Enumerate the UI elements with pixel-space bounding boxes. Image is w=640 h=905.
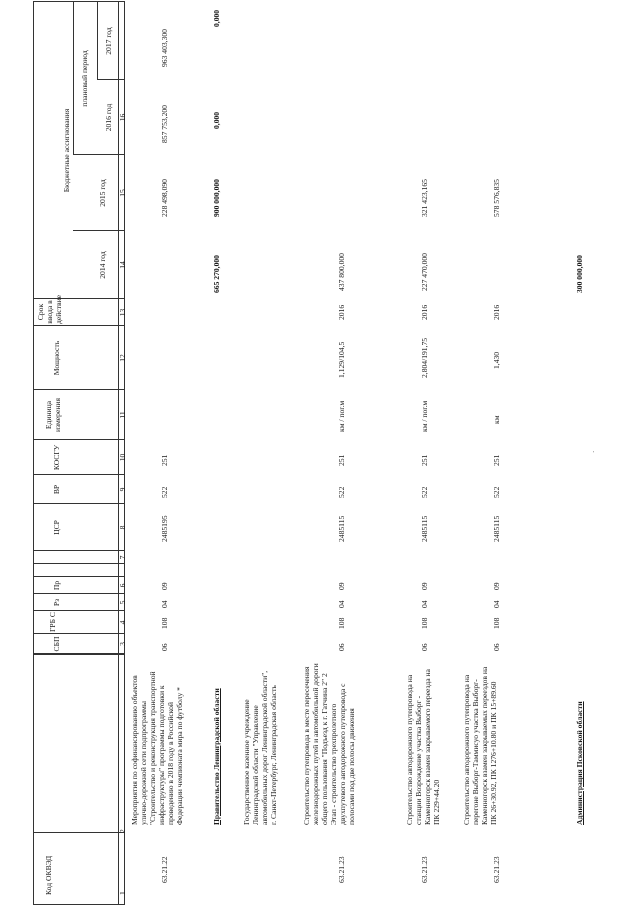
col-number: 11 [118, 411, 127, 419]
cell-rz: 04 [160, 600, 169, 608]
header-kod-okved: Код ОКВЭД [44, 855, 53, 895]
cell-sbp: 06 [492, 643, 501, 651]
header-planned: плановый период [80, 50, 89, 107]
header-sbp: СБП [52, 636, 61, 652]
cell-kosgu: 251 [337, 454, 346, 466]
cell-capacity: 2,804/191,75 [420, 337, 429, 378]
header-vr: ВР [52, 484, 61, 495]
table-line-planned-split [97, 1, 98, 80]
header-csr: ЦСР [52, 520, 61, 535]
cell-vr: 522 [492, 486, 501, 498]
header-2016: 2016 год [104, 103, 113, 132]
cell-name: Строительство автодорожного путепровода на станции Возрождение участка Выборг - Каменногорск взамен закрываемого переезда на ПК 229+44.20 [405, 669, 441, 825]
header-rz: Рз [52, 598, 61, 607]
cell-okved: 63.21.22 [160, 856, 169, 883]
cell-org-title: Правительство Ленинградской области [212, 688, 221, 825]
cell-2016: 0,000 [212, 111, 221, 129]
table-col-sep [33, 633, 124, 634]
table-col-sep [33, 503, 124, 504]
cell-2015: 228 498,090 [160, 179, 169, 217]
cell-commission: 2016 [420, 304, 429, 320]
header-unit: Единица измерения [44, 398, 62, 432]
cell-csr: 2485115 [337, 515, 346, 542]
cell-sbp: 06 [420, 643, 429, 651]
table-col-sep [33, 576, 124, 577]
table-col-sep [33, 474, 124, 475]
cell-pr: 09 [492, 582, 501, 590]
cell-sbp: 06 [337, 643, 346, 651]
cell-2015: 321 423,165 [420, 179, 429, 217]
table-col-sep [33, 439, 124, 440]
cell-capacity: 1,129/104,5 [337, 341, 346, 378]
table-col-sep [33, 593, 124, 594]
cell-vr: 522 [337, 486, 346, 498]
table-border-top [33, 1, 34, 655]
cell-vr: 522 [160, 486, 169, 498]
col-number: 6 [118, 583, 127, 588]
header-capacity: Мощность [52, 340, 61, 376]
cell-unit: км / пог.м [420, 400, 429, 432]
table-line-colnum-bottom-left [124, 655, 125, 905]
col-number: 15 [118, 189, 127, 197]
col-number: 13 [118, 308, 127, 317]
cell-2014: 665 270,000 [212, 255, 221, 293]
table-col-sep [33, 389, 124, 390]
col-number: 8 [118, 525, 127, 530]
cell-csr: 2485115 [420, 515, 429, 542]
cell-kosgu: 251 [420, 454, 429, 466]
table-col-sep [33, 563, 124, 564]
cell-commission: 2016 [492, 304, 501, 320]
cell-pr: 09 [420, 582, 429, 590]
cell-2017: 963 403,300 [160, 29, 169, 67]
header-grbs: ГРБ С [48, 612, 57, 632]
cell-grbs: 108 [420, 617, 429, 629]
cell-grbs: 108 [492, 617, 501, 629]
col-number: 12 [118, 354, 127, 362]
cell-2017: 0,000 [212, 9, 221, 27]
cell-rz: 04 [420, 600, 429, 608]
table-col-sep [33, 610, 124, 611]
col-number: 3 [118, 642, 127, 646]
cell-commission: 2016 [337, 304, 346, 320]
cell-2015: 900 000,000 [212, 179, 221, 217]
table-col-sep [33, 550, 124, 551]
cell-vr: 522 [420, 486, 429, 498]
cell-pr: 09 [160, 582, 169, 590]
header-kosgu: КОСГУ [52, 444, 61, 471]
header-pr: Пр [52, 580, 61, 591]
cell-2016: 857 753,200 [160, 105, 169, 143]
table-border-top-left [33, 655, 34, 905]
table-col-sep [33, 654, 124, 655]
scan-mark: · [590, 450, 598, 453]
cell-grbs: 108 [337, 617, 346, 629]
col-number: 10 [118, 453, 127, 462]
cell-sbp: 06 [160, 643, 169, 651]
cell-name: Мероприятия по софинансированию объектов улично-дорожной сети подпрограммы "Строительство и реконструкция транспортной инфраструктуры" программы подготовки к проведению в 2018 году в Российской Федерации чемпионата мира по футболу * [130, 671, 184, 825]
cell-unit: км [492, 415, 501, 424]
header-2014: 2014 год [98, 251, 107, 279]
cell-name: Строительство автодорожного путепровода на перегоне Выборг-Таммисуо участка Выборг-Каменногорск взамен закрываемых переездов на ПК 26+30.92, ПК 1276+10.80 и ПК 15+89.60 [462, 666, 498, 825]
table-col-sep [33, 298, 124, 299]
cell-okved: 63.21.23 [492, 856, 501, 883]
header-2017: 2017 год [104, 27, 113, 55]
col-number: 2 [118, 829, 127, 833]
col-number: 7 [118, 555, 127, 560]
cell-2014: 300 000,000 [575, 255, 584, 293]
col-number: 14 [118, 261, 127, 269]
cell-2014: 437 800,000 [337, 253, 346, 291]
cell-okved: 63.21.23 [337, 856, 346, 883]
col-number: 1 [118, 891, 127, 895]
cell-rz: 04 [492, 600, 501, 608]
cell-pr: 09 [337, 582, 346, 590]
table-line-colnum-top-left [118, 655, 119, 905]
table-line-budget-split [73, 1, 74, 155]
cell-2014: 227 470,000 [420, 253, 429, 291]
cell-kosgu: 251 [492, 454, 501, 466]
header-2015: 2015 год [98, 179, 107, 207]
header-budget: Бюджетные ассигнования [62, 108, 71, 193]
cell-org-title: Администрация Псковской области [575, 701, 584, 825]
table-col-sep [33, 325, 124, 326]
col-number: 4 [118, 620, 127, 625]
header-commission: Срок ввода в действие [36, 294, 63, 324]
cell-csr: 2485195 [160, 515, 169, 542]
col-number: 9 [118, 487, 127, 492]
cell-rz: 04 [337, 600, 346, 608]
col-number: 16 [118, 113, 127, 122]
cell-okved: 63.21.23 [420, 856, 429, 883]
col-number: 5 [118, 600, 127, 605]
cell-capacity: 1,430 [492, 351, 501, 369]
cell-csr: 2485115 [492, 515, 501, 542]
cell-unit: км / пог.м [337, 400, 346, 432]
cell-grbs: 108 [160, 617, 169, 629]
cell-name: Государственное казенное учреждение Ленинградской области "Управление автомобильных дорог Ленинградской области", г. Санкт-Петербург, Ленинградская область [242, 670, 278, 825]
cell-2015: 578 576,835 [492, 179, 501, 217]
cell-name: Строительство путепровода в месте пересечения железнодорожных путей и автомобильной дороги общего пользования "Подъезд к г. Гатчина 2" 2 Этап - строительство трехпролетного двухпутевого автодорожного путепровода с полосами под две полосы движения [302, 663, 356, 825]
cell-kosgu: 251 [160, 454, 169, 466]
